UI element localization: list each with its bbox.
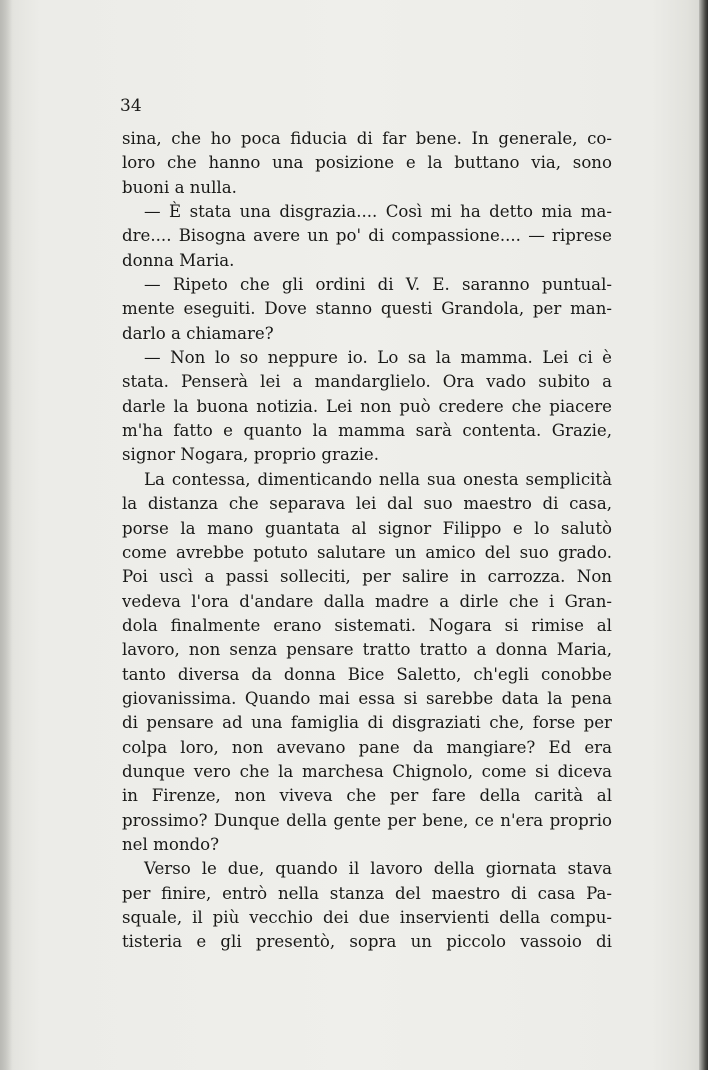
page-number: 34	[120, 96, 142, 116]
text-line: tisteria e gli presentò, sopra un piccolo vassoio di	[122, 932, 612, 952]
text-line: come avrebbe potuto salutare un amico del suo grado.	[122, 542, 612, 562]
text-line: mente eseguiti. Dove stanno questi Grandola, per man-	[122, 299, 612, 319]
text-line: vedeva l'ora d'andare dalla madre a dirle che i Gran-	[122, 591, 612, 611]
book-spine-shadow	[699, 0, 708, 1070]
text-line: buoni a nulla.	[122, 177, 237, 197]
text-line: colpa loro, non avevano pane da mangiare? Ed era	[122, 737, 612, 757]
text-line: m'ha fatto e quanto la mamma sarà contenta. Grazie,	[122, 421, 612, 441]
body-text	[122, 127, 612, 955]
text-line: donna Maria.	[122, 250, 235, 270]
text-line: dre.... Bisogna avere un po' di compassione.... — riprese	[122, 226, 612, 246]
text-line: La contessa, dimenticando nella sua onesta semplicità	[144, 469, 612, 489]
text-line: porse la mano guantata al signor Filippo e lo salutò	[122, 518, 612, 538]
text-line: loro che hanno una posizione e la buttano via, sono	[122, 153, 612, 173]
text-line: stata. Penserà lei a mandarglielo. Ora vado subito a	[122, 372, 612, 392]
text-line: nel mondo?	[122, 834, 220, 854]
page-edge-shadow	[0, 0, 12, 1070]
text-line: darle la buona notizia. Lei non può credere che piacere	[122, 396, 612, 416]
text-line: squale, il più vecchio dei due inservienti della compu-	[122, 908, 612, 927]
text-line: giovanissima. Quando mai essa si sarebbe data la pena	[122, 688, 612, 708]
text-line: lavoro, non senza pensare tratto tratto a donna Maria,	[122, 640, 612, 660]
text-line: prossimo? Dunque della gente per bene, ce n'era proprio	[122, 810, 612, 830]
text-line: signor Nogara, proprio grazie.	[122, 445, 379, 465]
text-line: dola finalmente erano sistemati. Nogara si rimise al	[122, 615, 612, 635]
text-line: dunque vero che la marchesa Chignolo, come si diceva	[122, 761, 612, 781]
text-line: la distanza che separava lei dal suo maestro di casa,	[122, 494, 612, 514]
text-line: di pensare ad una famiglia di disgraziati che, forse per	[122, 713, 612, 733]
text-line: — Ripeto che gli ordini di V. E. saranno puntual-	[144, 275, 612, 295]
text-line: — È stata una disgrazia.... Così mi ha detto mia ma-	[144, 202, 612, 222]
text-line: Verso le due, quando il lavoro della giornata stava	[144, 859, 612, 879]
text-line: in Firenze, non viveva che per fare della carità al	[122, 786, 612, 806]
text-line: — Non lo so neppure io. Lo sa la mamma. Lei ci è	[144, 348, 612, 368]
text-line: sina, che ho poca fiducia di far bene. In generale, co-	[122, 129, 612, 148]
text-line: tanto diversa da donna Bice Saletto, ch'egli conobbe	[122, 664, 612, 684]
text-line: Poi uscì a passi solleciti, per salire in carrozza. Non	[122, 567, 612, 587]
text-line: per finire, entrò nella stanza del maestro di casa Pa-	[122, 883, 612, 903]
text-line: darlo a chiamare?	[122, 323, 274, 343]
